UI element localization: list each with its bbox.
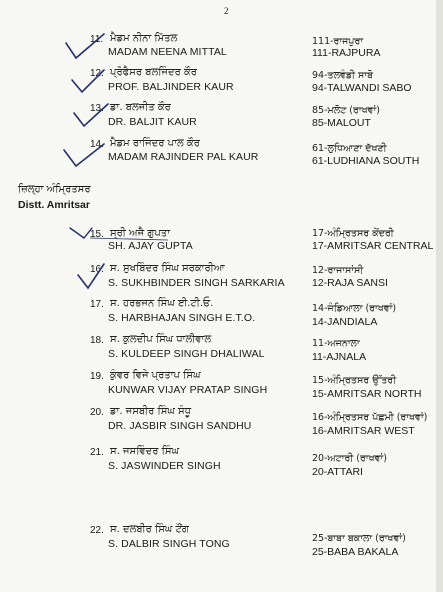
entry-name-english: DR. JASBIR SINGH SANDHU: [108, 420, 252, 432]
constituency-punjabi: 14-ਜੰਡਿਆਲਾ (ਰਾਖਵਾਂ): [312, 303, 397, 314]
check-mark: [64, 144, 104, 166]
constituency-punjabi: 94-ਤਲਵੰਡੀ ਸਾਬੋ: [312, 70, 373, 81]
scan-edge: [436, 0, 443, 592]
entry-number: 21.: [90, 447, 104, 458]
constituency-punjabi: 25-ਬਾਬਾ ਬਕਾਲਾ (ਰਾਖਵਾਂ): [312, 533, 406, 544]
entry-name-english: S. JASWINDER SINGH: [108, 460, 221, 472]
constituency-english: 17-AMRITSAR CENTRAL: [312, 240, 434, 252]
entry-name-punjabi: ਸ. ਦਲਬੀਰ ਸਿੰਘ ਟੌਂਗ: [110, 524, 189, 535]
entry-number: 22.: [90, 525, 104, 536]
entry-name-punjabi: ਸ. ਜਸਵਿੰਦਰ ਸਿੰਘ: [110, 446, 180, 457]
entry-name-punjabi: ਪ੍ਰੋਫੈਸਰ ਬਲਜਿੰਦਰ ਕੌਰ: [110, 67, 197, 78]
entry-name-english: S. DALBIR SINGH TONG: [108, 538, 230, 550]
constituency-punjabi: 85-ਮਲੋਟ (ਰਾਖਵਾਂ): [312, 105, 380, 116]
constituency-punjabi: 12-ਰਾਜਾਸਾਂਸੀ: [312, 265, 364, 276]
constituency-english: 111-RAJPURA: [312, 47, 381, 59]
constituency-punjabi: 17-ਅੰਮ੍ਰਿਤਸਰ ਕੇਂਦਰੀ: [312, 228, 394, 239]
underline-mark: [90, 238, 168, 240]
constituency-english: 11-AJNALA: [312, 351, 367, 363]
entry-name-punjabi: ਸ. ਸੁਖਬਿੰਦਰ ਸਿੰਘ ਸਰਕਾਰੀਆ: [110, 263, 225, 274]
entry-name-punjabi: ਡਾ. ਬਲਜੀਤ ਕੌਰ: [110, 102, 171, 113]
entry-number: 18.: [90, 335, 104, 346]
constituency-english: 20-ATTARI: [312, 466, 363, 478]
entry-number: 16.: [90, 264, 104, 275]
entry-name-punjabi: ਸ੍ਰੀ ਅਜੈ ਗੁਪਤਾ: [110, 228, 171, 239]
entry-name-punjabi: ਮੈਡਮ ਨੀਨਾ ਮਿੱਤਲ: [110, 33, 178, 44]
constituency-punjabi: 16-ਅੰਮ੍ਰਿਤਸਰ ਪੱਛਮੀ (ਰਾਖਵਾਂ): [312, 412, 428, 423]
entry-name-english: S. KULDEEP SINGH DHALIWAL: [108, 348, 265, 360]
entry-number: 17.: [90, 299, 104, 310]
entry-number: 14.: [90, 139, 104, 150]
entry-number: 11.: [90, 34, 104, 45]
check-mark: [74, 104, 108, 126]
entry-name-punjabi: ਮੈਡਮ ਰਾਜਿੰਦਰ ਪਾਲ ਕੌਰ: [110, 138, 200, 149]
constituency-punjabi: 61-ਲੁਧਿਆਣਾ ਦੱਖਣੀ: [312, 143, 387, 154]
check-mark: [78, 264, 104, 288]
check-mark: [72, 70, 104, 92]
entry-name-punjabi: ਸ. ਹਰਭਜਨ ਸਿੰਘ ਈ.ਟੀ.ਓ.: [110, 298, 214, 309]
entry-name-english: DR. BALJIT KAUR: [108, 116, 197, 128]
entry-number: 20.: [90, 407, 104, 418]
constituency-english: 61-LUDHIANA SOUTH: [312, 155, 420, 167]
entry-name-punjabi: ਸ. ਕੁਲਦੀਪ ਸਿੰਘ ਧਾਲੀਵਾਲ: [110, 334, 212, 345]
entry-number: 12.: [90, 68, 104, 79]
district-heading-punjabi: ਜ਼ਿਲ੍ਹਾ ਅੰਮ੍ਰਿਤਸਰ: [18, 184, 91, 195]
entry-name-english: S. HARBHAJAN SINGH E.T.O.: [108, 312, 256, 324]
constituency-punjabi: 11-ਅਜਨਾਲਾ: [312, 338, 360, 349]
constituency-punjabi: 111-ਰਾਜਪੁਰਾ: [312, 36, 364, 47]
entry-name-english: KUNWAR VIJAY PRATAP SINGH: [108, 384, 268, 396]
page-number: 2: [224, 6, 229, 16]
district-heading-english: Distt. Amritsar: [18, 199, 90, 211]
constituency-english: 14-JANDIALA: [312, 316, 378, 328]
entry-name-english: S. SUKHBINDER SINGH SARKARIA: [108, 277, 285, 289]
entry-name-english: MADAM NEENA MITTAL: [108, 46, 227, 58]
constituency-english: 16-AMRITSAR WEST: [312, 425, 415, 437]
entry-name-punjabi: ਡਾ. ਜਸਬੀਰ ਸਿੰਘ ਸੰਧੂ: [110, 406, 191, 417]
entry-number: 19.: [90, 371, 104, 382]
constituency-english: 94-TALWANDI SABO: [312, 82, 412, 94]
entry-number: 13.: [90, 103, 104, 114]
check-mark: [70, 228, 92, 238]
constituency-english: 15-AMRITSAR NORTH: [312, 388, 422, 400]
entry-name-english: PROF. BALJINDER KAUR: [108, 81, 234, 93]
entry-name-english: SH. AJAY GUPTA: [108, 240, 193, 252]
entry-name-english: MADAM RAJINDER PAL KAUR: [108, 151, 259, 163]
constituency-english: 12-RAJA SANSI: [312, 277, 388, 289]
constituency-punjabi: 15-ਅੰਮ੍ਰਿਤਸਰ ਉੱਤਰੀ: [312, 375, 397, 386]
check-mark: [66, 34, 104, 58]
constituency-english: 85-MALOUT: [312, 117, 371, 129]
entry-name-punjabi: ਕੁੰਵਰ ਵਿਜੇ ਪ੍ਰਤਾਪ ਸਿੰਘ: [110, 370, 201, 381]
entry-number: 15.: [90, 229, 104, 240]
constituency-english: 25-BABA BAKALA: [312, 546, 399, 558]
constituency-punjabi: 20-ਅਟਾਰੀ (ਰਾਖਵਾਂ): [312, 453, 387, 464]
